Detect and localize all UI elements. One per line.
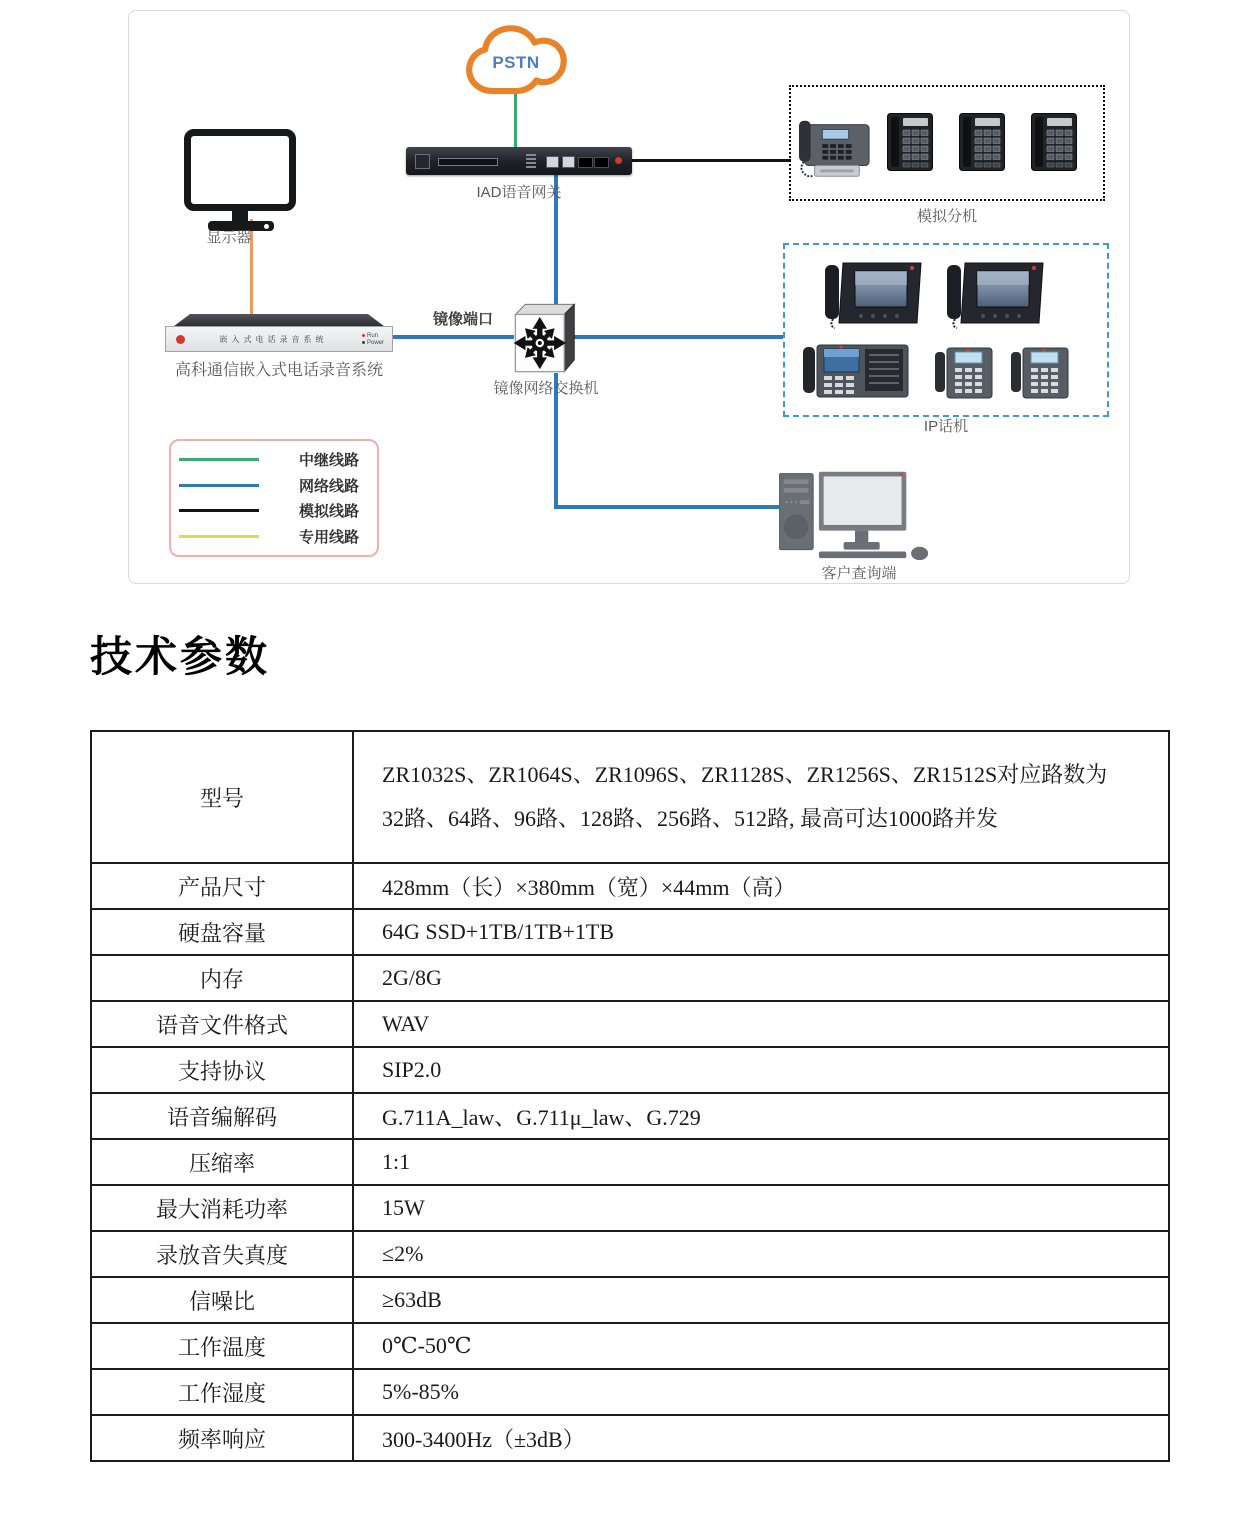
spec-value: 5%-85% xyxy=(353,1369,1169,1415)
analog-extensions-group xyxy=(789,85,1105,201)
run-led: Run xyxy=(362,333,384,339)
spec-row-protocol xyxy=(91,1047,1169,1093)
spec-value: 15W xyxy=(353,1185,1169,1231)
spec-row-frequency xyxy=(91,1415,1169,1461)
spec-value: ≥63dB xyxy=(353,1277,1169,1323)
spec-value: 0℃-50℃ xyxy=(353,1323,1169,1369)
mirror-switch-icon xyxy=(512,299,576,377)
analog-phone-icon xyxy=(1031,113,1077,171)
spec-row-humidity xyxy=(91,1369,1169,1415)
recorder-face-text: 嵌入式电话录音系统 xyxy=(219,334,328,344)
brand-logo-dot xyxy=(615,157,622,164)
spec-label: 语音文件格式 xyxy=(91,1001,353,1047)
specs-table xyxy=(90,730,1170,1462)
video-ip-phone-icon xyxy=(947,259,1047,331)
spec-label: 工作湿度 xyxy=(91,1369,353,1415)
spec-row-distortion xyxy=(91,1231,1169,1277)
video-ip-phone-icon xyxy=(825,259,925,331)
iad-label: IAD语音网关 xyxy=(476,184,562,201)
spec-row-file-format xyxy=(91,1001,1169,1047)
spec-value: 300-3400Hz（±3dB） xyxy=(353,1415,1169,1461)
spec-value: 428mm（长）×380mm（宽）×44mm（高） xyxy=(353,863,1169,909)
spec-label: 产品尺寸 xyxy=(91,863,353,909)
spec-value: 64G SSD+1TB/1TB+1TB xyxy=(353,909,1169,955)
spec-row-compression xyxy=(91,1139,1169,1185)
power-led: Power xyxy=(362,340,384,346)
section-title: 技术参数 xyxy=(90,632,271,681)
spec-label: 型号 xyxy=(91,731,353,863)
ip-group-label: IP话机 xyxy=(923,418,969,435)
recorder-device-icon xyxy=(165,314,393,352)
legend-item-dedicated: 专用线路 xyxy=(179,526,377,547)
spec-label: 工作温度 xyxy=(91,1323,353,1369)
ip-phone-icon xyxy=(803,343,909,399)
client-label: 客户查询端 xyxy=(821,565,897,582)
spec-row-codec xyxy=(91,1093,1169,1139)
network-line-switch-ipbox xyxy=(571,335,783,339)
dedicated-line-sample xyxy=(179,535,259,538)
ip-phone-icon xyxy=(935,346,993,400)
analog-group-label: 模拟分机 xyxy=(916,208,977,225)
spec-row-temperature xyxy=(91,1323,1169,1369)
spec-label: 压缩率 xyxy=(91,1139,353,1185)
recorder-logo-dot xyxy=(176,335,185,344)
iad-gateway-icon xyxy=(406,147,632,175)
spec-label: 语音编解码 xyxy=(91,1093,353,1139)
spec-label: 硬盘容量 xyxy=(91,909,353,955)
analog-line-sample xyxy=(179,509,259,512)
spec-label: 最大消耗功率 xyxy=(91,1185,353,1231)
spec-value: 1:1 xyxy=(353,1139,1169,1185)
monitor-icon xyxy=(184,129,296,233)
spec-row-model xyxy=(91,731,1169,863)
spec-row-power xyxy=(91,1185,1169,1231)
pstn-cloud xyxy=(463,19,569,103)
spec-row-snr xyxy=(91,1277,1169,1323)
network-line-sample xyxy=(179,484,259,487)
legend xyxy=(169,439,379,557)
spec-row-memory xyxy=(91,955,1169,1001)
legend-item-analog: 模拟线路 xyxy=(179,500,377,521)
legend-item-trunk: 中继线路 xyxy=(179,449,377,470)
monitor-label: 显示器 xyxy=(206,229,252,246)
spec-value: 2G/8G xyxy=(353,955,1169,1001)
topology-diagram-panel xyxy=(128,10,1130,584)
switch-label: 镜像网络交换机 xyxy=(493,380,599,397)
spec-value: WAV xyxy=(353,1001,1169,1047)
desktop-pc-icon xyxy=(779,466,931,561)
analog-line-iad-phones xyxy=(625,159,791,162)
spec-value: G.711A_law、G.711μ_law、G.729 xyxy=(353,1093,1169,1139)
analog-phone-icon xyxy=(959,113,1005,171)
spec-value: SIP2.0 xyxy=(353,1047,1169,1093)
network-line-recorder-switch xyxy=(392,335,514,339)
spec-value: ZR1032S、ZR1064S、ZR1096S、ZR1128S、ZR1256S、ZR1512S对应路数为32路、64路、96路、128路、256路、512路, 最高可达1000路并发 xyxy=(353,731,1169,863)
trunk-line-sample xyxy=(179,458,259,461)
pstn-label: PSTN xyxy=(492,53,540,72)
ip-phone-icon xyxy=(1011,346,1069,400)
spec-label: 信噪比 xyxy=(91,1277,353,1323)
spec-row-disk xyxy=(91,909,1169,955)
recorder-label: 高科通信嵌入式电话录音系统 xyxy=(174,362,383,379)
spec-label: 录放音失真度 xyxy=(91,1231,353,1277)
analog-phone-icon xyxy=(887,113,933,171)
spec-label: 频率响应 xyxy=(91,1415,353,1461)
mirror-port-label: 镜像端口 xyxy=(432,311,493,328)
spec-label: 支持协议 xyxy=(91,1047,353,1093)
network-line-to-client xyxy=(554,505,784,509)
spec-row-size xyxy=(91,863,1169,909)
spec-value: ≤2% xyxy=(353,1231,1169,1277)
legend-item-network: 网络线路 xyxy=(179,475,377,496)
spec-label: 内存 xyxy=(91,955,353,1001)
ip-phones-group xyxy=(783,243,1109,417)
fax-phone-icon xyxy=(797,109,875,185)
